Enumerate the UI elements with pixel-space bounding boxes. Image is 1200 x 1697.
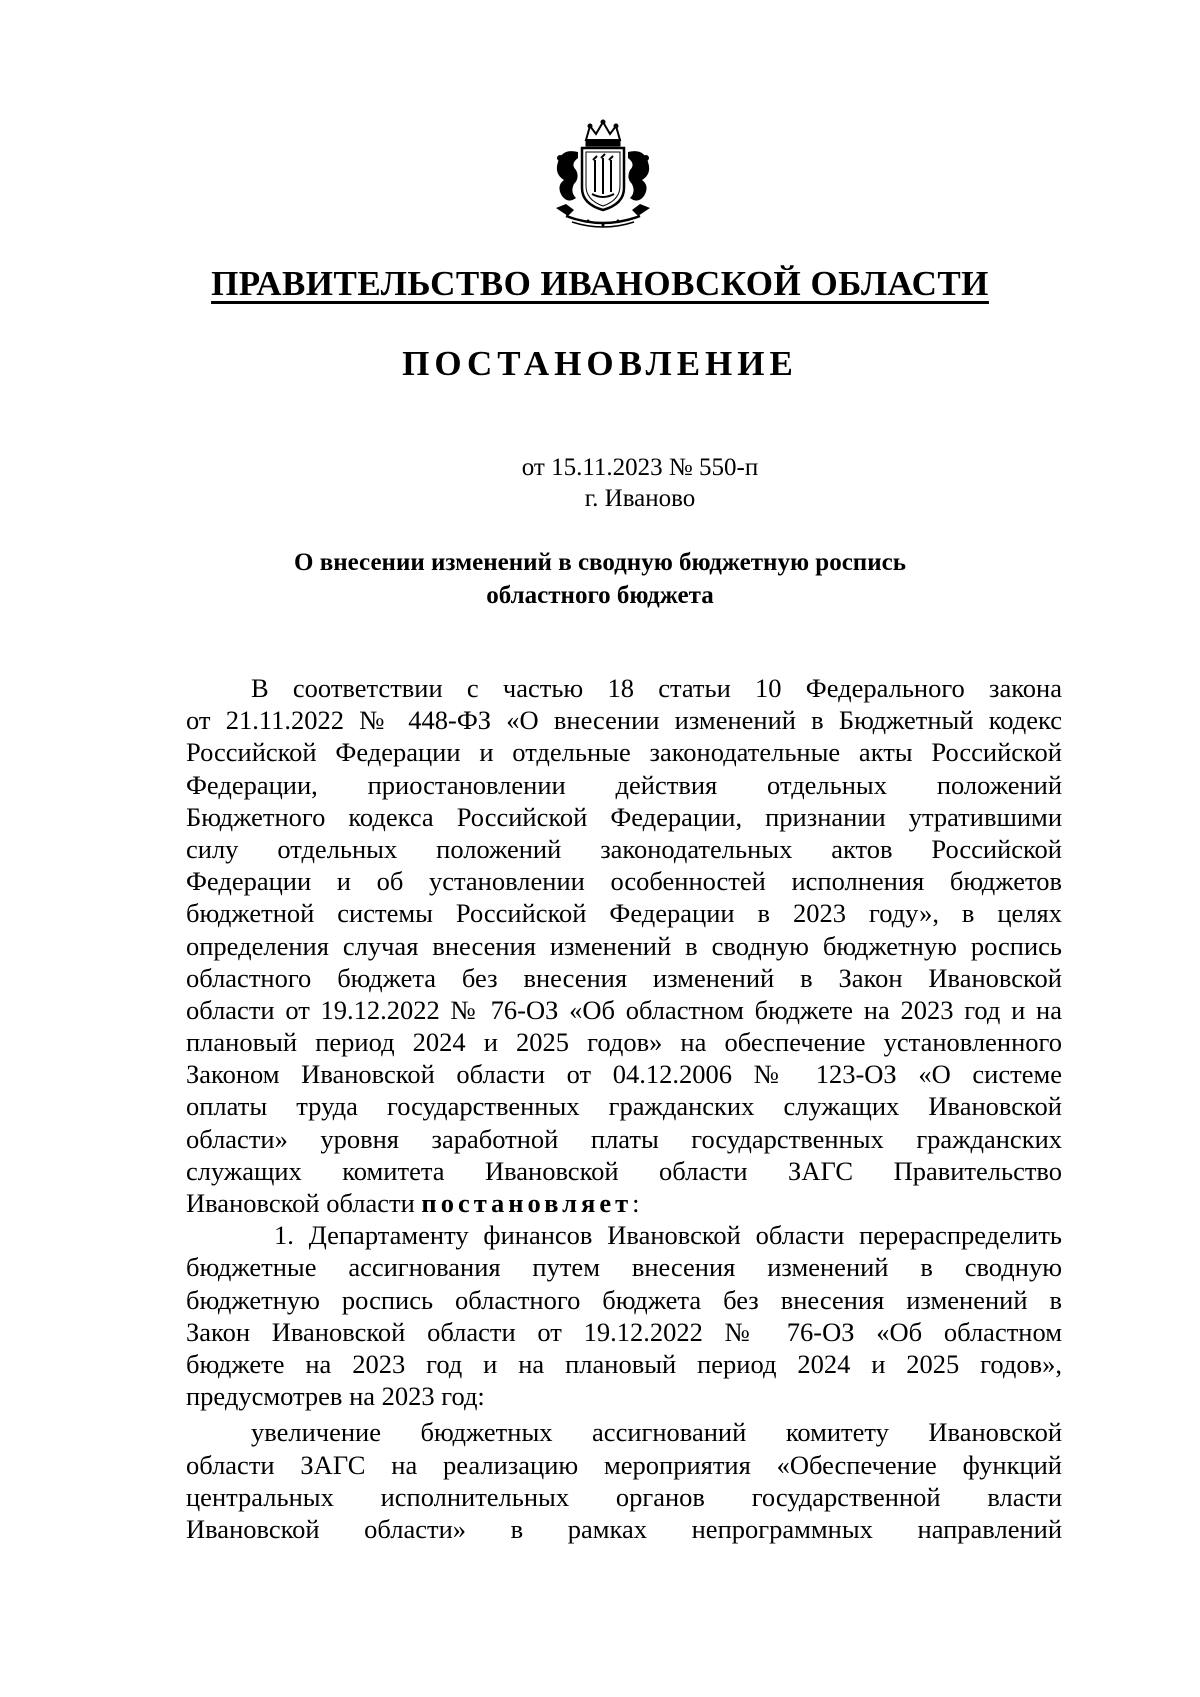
body-line: Закон Ивановской области от 19.12.2022 № 76-ОЗ «Об областном [186, 1316, 1062, 1347]
body-line: области от 19.12.2022 № 76-ОЗ «Об областном бюджете на 2023 год и на [186, 994, 1062, 1025]
body-line: В соответствии с частью 18 статьи 10 Федерального закона [251, 673, 1062, 703]
coat-of-arms-emblem [548, 118, 658, 233]
document-city: г. Иваново [584, 485, 696, 512]
body-line: предусмотрев на 2023 год: [186, 1381, 485, 1412]
body-line: центральных исполнительных органов государственной власти [186, 1481, 1062, 1512]
body-line: плановый период 2024 и 2025 годов» на обеспечение установленного [186, 1027, 1062, 1058]
body-line: бюджетную роспись областного бюджета без внесения изменений в [186, 1284, 1062, 1315]
body-line: Федерации и об установлении особенностей исполнения бюджетов [186, 866, 1062, 897]
body-line-resolution [186, 1187, 1062, 1219]
body-line: области ЗАГС на реализацию мероприятия «Обеспечение функций [186, 1449, 1062, 1480]
body-line: служащих комитета Ивановской области ЗАГС Правительство [186, 1155, 1062, 1186]
body-line: области» уровня заработной платы государственных гражданских [186, 1123, 1062, 1154]
government-title: ПРАВИТЕЛЬСТВО ИВАНОВСКОЙ ОБЛАСТИ [211, 264, 989, 303]
document-date-number: от 15.11.2023 № 550-п [521, 454, 759, 481]
body-line: увеличение бюджетных ассигнований комитету Ивановской [251, 1417, 1062, 1448]
body-line: 1. Департаменту финансов Ивановской области перераспределить [274, 1220, 1062, 1251]
body-line: определения случая внесения изменений в сводную бюджетную роспись [186, 930, 1062, 961]
body-line: Ивановской области» в рамках непрограммных направлений [186, 1513, 1062, 1544]
body-line: областного бюджета без внесения изменений в Закон Ивановской [186, 962, 1062, 993]
document-subject [0, 546, 1200, 612]
body-line: бюджетной системы Российской Федерации в 2023 году», в целях [186, 898, 1062, 929]
document-type-title: ПОСТАНОВЛЕНИЕ [402, 344, 798, 383]
body-line: бюджете на 2023 год и на плановый период 2024 и 2025 годов», [186, 1348, 1062, 1379]
resolution-keyword: постановляет [421, 1188, 633, 1218]
subject-line-2: областного бюджета [486, 582, 714, 609]
body-line: бюджетные ассигнования путем внесения изменений в сводную [186, 1252, 1062, 1283]
body-line: от 21.11.2022 № 448-ФЗ «О внесении изменений в Бюджетный кодекс [186, 705, 1062, 736]
resolution-colon: : [632, 1188, 640, 1218]
body-line: Законом Ивановской области от 04.12.2006 № 123-ОЗ «О системе [186, 1059, 1062, 1090]
body-line: оплаты труда государственных гражданских служащих Ивановской [186, 1091, 1062, 1122]
document-body [186, 672, 1062, 1545]
resolution-prefix: Ивановской области [186, 1188, 422, 1218]
body-line: Федерации, приостановлении действия отдельных положений [186, 769, 1062, 800]
subject-line-1: О внесении изменений в сводную бюджетную роспись [294, 549, 906, 576]
body-line: силу отдельных положений законодательных актов Российской [186, 833, 1062, 864]
body-line: Бюджетного кодекса Российской Федерации, признании утратившими [186, 801, 1062, 832]
body-line: Российской Федерации и отдельные законодательные акты Российской [186, 737, 1062, 768]
